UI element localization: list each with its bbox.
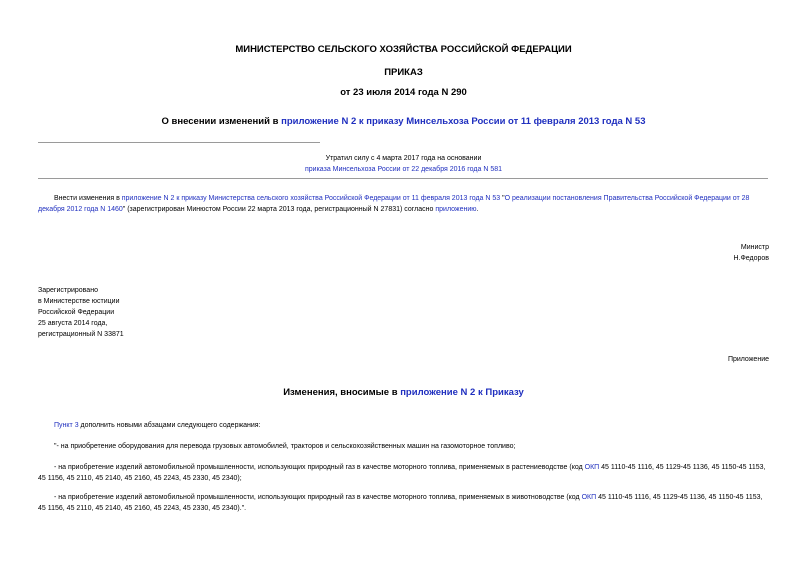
- status-line: Утратил силу с 4 марта 2017 года на основании: [325, 155, 482, 162]
- divider-short: [38, 142, 320, 143]
- signature-block: [733, 242, 769, 264]
- paragraph-point-3: [38, 420, 770, 431]
- ministry-heading: МИНИСТЕРСТВО СЕЛЬСКОГО ХОЗЯЙСТВА РОССИЙСКОЙ ФЕДЕРАЦИИ: [235, 44, 572, 55]
- p1-text2: ": [500, 195, 505, 202]
- main-paragraph: [38, 193, 770, 215]
- registration-block: [38, 285, 124, 340]
- appendix-label: Приложение: [727, 356, 769, 363]
- status-note: [0, 153, 807, 175]
- paragraph-livestock: [38, 492, 770, 514]
- p1-text4: .: [476, 206, 479, 213]
- registration-line: Российской Федерации: [38, 309, 115, 316]
- appendix-title-link[interactable]: приложение N 2 к Приказу: [400, 387, 524, 398]
- resolution-link[interactable]: О реализации постановления Правительства Российской Федерации от 28 декабря 2012 года N 1460: [38, 195, 750, 213]
- subject-prefix: О внесении изменений в: [161, 116, 282, 127]
- p4-text2: 45 1110-45 1116, 45 1129-45 1136, 45 1150-45 1153, 45 1156, 45 2110, 45 2140, 45 2160, 45 2243, 45 2330, 45 2340);: [38, 464, 766, 482]
- registration-line: Зарегистрировано: [38, 287, 98, 294]
- appendix-link[interactable]: приложению: [435, 206, 477, 213]
- registration-line: регистрационный N 33871: [38, 331, 124, 338]
- paragraph-crop-production: [38, 462, 770, 484]
- p1-text3: " (зарегистрирован Минюстом России 22 марта 2013 года, регистрационный N 27831) согласно: [122, 206, 436, 213]
- signature-title: Министр: [740, 244, 769, 251]
- subject-link[interactable]: приложение N 2 к приказу Минсельхоза России от 11 февраля 2013 года N 53: [281, 116, 646, 127]
- signature-name: Н.Федоров: [733, 255, 769, 262]
- okp-link[interactable]: ОКП: [584, 464, 600, 471]
- okp-link[interactable]: ОКП: [581, 494, 597, 501]
- p1-text1: Внести изменения в: [54, 195, 122, 202]
- doc-type-heading: ПРИКАЗ: [384, 67, 423, 78]
- p5-text1: - на приобретение изделий автомобильной промышленности, использующих природный газ в качестве моторного топлива, применяемых в животноводстве (код: [54, 494, 582, 501]
- point-3-link[interactable]: Пункт 3: [54, 422, 79, 429]
- registration-line: в Министерстве юстиции: [38, 298, 120, 305]
- p5-text2: 45 1110-45 1116, 45 1129-45 1136, 45 1150-45 1153, 45 1156, 45 2110, 45 2140, 45 2160, 45 2243, 45 2330, 45 2340).".: [38, 494, 763, 512]
- registration-line: 25 августа 2014 года,: [38, 320, 108, 327]
- divider-long: [38, 178, 768, 179]
- paragraph-equipment: "- на приобретение оборудования для перевода грузовых автомобилей, тракторов и сельскохозяйственных машин на газомоторное топливо;: [54, 443, 516, 450]
- status-link[interactable]: приказа Минсельхоза России от 22 декабря 2016 года N 581: [305, 166, 502, 173]
- p2-text: дополнить новыми абзацами следующего содержания:: [78, 422, 261, 429]
- date-number-heading: от 23 июля 2014 года N 290: [340, 87, 467, 98]
- appendix-2-link[interactable]: приложение N 2 к приказу Министерства сельского хозяйства Российской Федерации от 11 февраля 2013 года N 53: [121, 195, 501, 202]
- appendix-title-prefix: Изменения, вносимые в: [283, 387, 401, 398]
- p4-text1: - на приобретение изделий автомобильной промышленности, использующих природный газ в качестве моторного топлива, применяемых в растениеводстве (код: [54, 464, 585, 471]
- subject-heading: [0, 116, 807, 127]
- appendix-title: [0, 387, 807, 398]
